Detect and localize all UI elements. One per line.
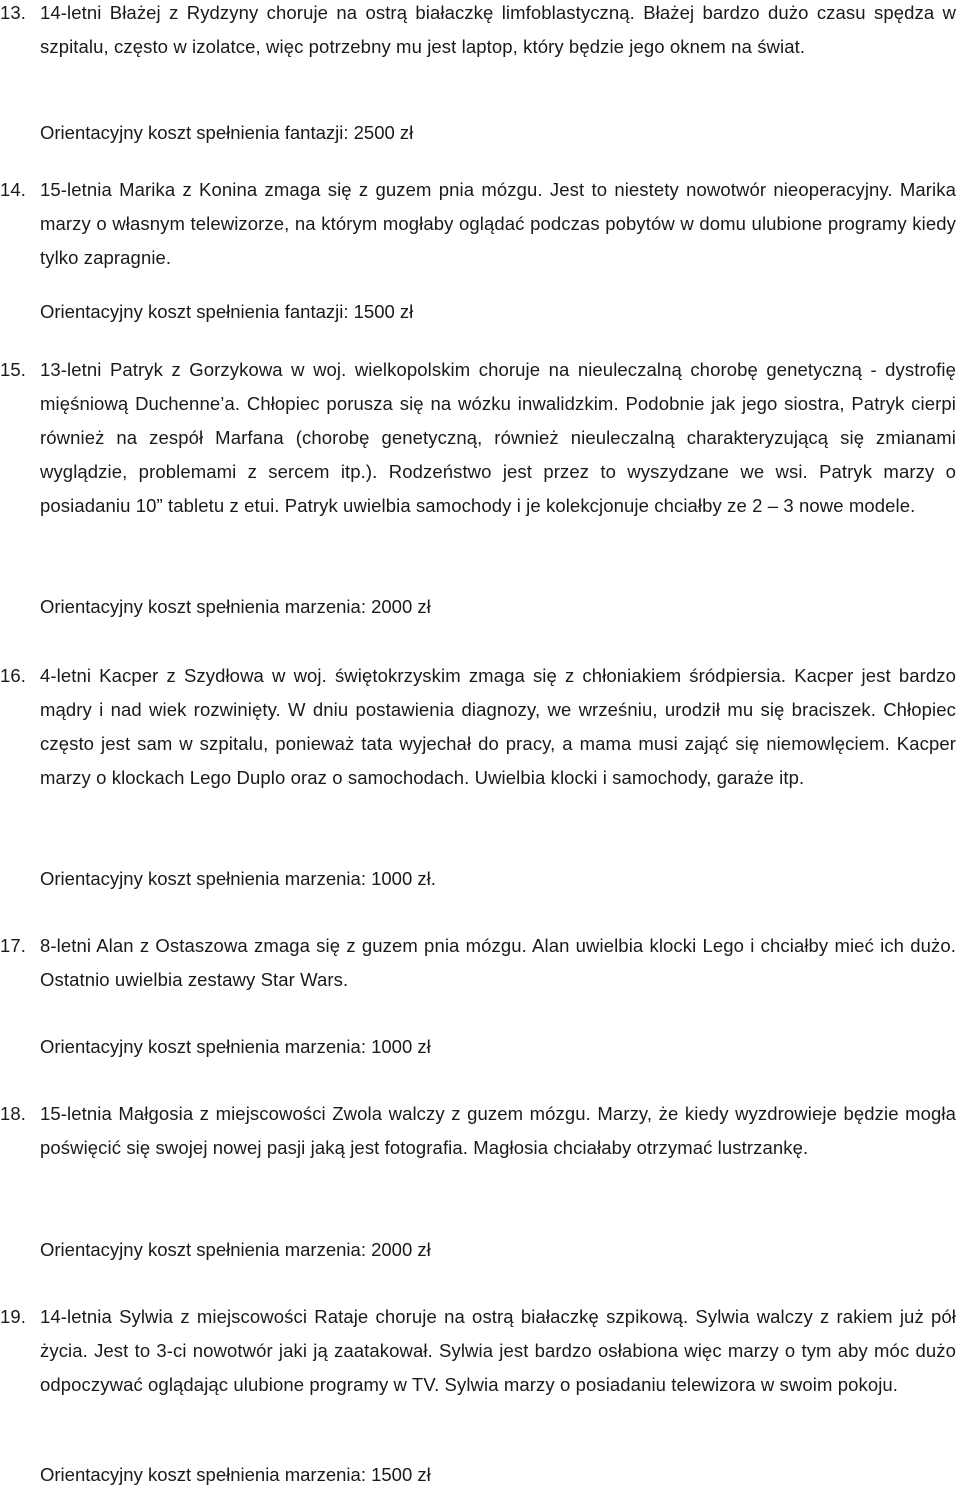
entry-19 bbox=[0, 1300, 960, 1485]
entry-text: 15-letnia Marika z Konina zmaga się z guzem pnia mózgu. Jest to niestety nowotwór nieoperacyjny. Marika marzy o własnym telewizorze, na którym mogłaby oglądać podczas pobytów w domu ulubione programy kiedy tylko zapragnie. bbox=[40, 179, 956, 268]
entry-14 bbox=[0, 173, 960, 322]
entry-description bbox=[0, 1097, 960, 1165]
entry-18 bbox=[0, 1097, 960, 1260]
entry-text: 13-letni Patryk z Gorzykowa w woj. wielkopolskim choruje na nieuleczalną chorobę genetyczną - dystrofię mięśniową Duchenne’a. Chłopiec porusza się na wózku inwalidzkim. Podobnie jak jego siostra, Patryk cierpi również na zespół Marfana (chorobę genetyczną, również nieuleczalną charakteryzującą się zmianami wyglądzie, problemami z sercem itp.). Rodzeństwo jest przez to wyszydzane we wsi. Patryk marzy o posiadaniu 10” tabletu z etui. Patryk uwielbia samochody i je kolekcjonuje chciałby ze 2 – 3 nowe modele. bbox=[40, 359, 956, 516]
entry-number: 13. bbox=[0, 2, 27, 23]
cost-line: Orientacyjny koszt spełnienia marzenia: 2000 zł bbox=[40, 1239, 431, 1260]
entry-text: 4-letni Kacper z Szydłowa w woj. świętokrzyskim zmaga się z chłoniakiem śródpiersia. Kacper jest bardzo mądry i nad wiek rozwinięty. W dniu postawienia diagnozy, we wrześniu, urodził mu się braciszek. Chłopiec często jest sam w szpitalu, ponieważ tata wyjechał do pracy, a mama musi zająć się niemowlęciem. Kacper marzy o klockach Lego Duplo oraz o samochodach. Uwielbia klocki i samochody, garaże itp. bbox=[40, 665, 956, 788]
cost-line: Orientacyjny koszt spełnienia marzenia: 1000 zł bbox=[40, 1036, 431, 1057]
entry-description bbox=[0, 659, 960, 795]
entry-16 bbox=[0, 659, 960, 889]
entry-description bbox=[0, 1300, 960, 1402]
entry-text: 14-letnia Sylwia z miejscowości Rataje choruje na ostrą białaczkę szpikową. Sylwia walczy z rakiem już pół życia. Jest to 3-ci nowotwór jaki ją zaatakował. Sylwia jest bardzo osłabiona więc marzy o tym aby móc dużo odpoczywać oglądając ulubione programy w TV. Sylwia marzy o posiadaniu telewizora w swoim pokoju. bbox=[40, 1306, 956, 1395]
entry-description bbox=[0, 929, 960, 997]
entry-description bbox=[0, 0, 960, 64]
cost-line: Orientacyjny koszt spełnienia marzenia: 1500 zł bbox=[40, 1464, 431, 1485]
entry-number: 16. bbox=[0, 665, 27, 686]
cost-line: Orientacyjny koszt spełnienia fantazji: 2500 zł bbox=[40, 122, 414, 143]
entry-13 bbox=[0, 0, 960, 143]
cost-line: Orientacyjny koszt spełnienia marzenia: 2000 zł bbox=[40, 596, 431, 617]
entry-description bbox=[0, 173, 960, 275]
entry-number: 17. bbox=[0, 935, 27, 956]
entry-number: 14. bbox=[0, 179, 27, 200]
entry-number: 19. bbox=[0, 1306, 27, 1327]
entry-15 bbox=[0, 353, 960, 617]
cost-line: Orientacyjny koszt spełnienia fantazji: 1500 zł bbox=[40, 301, 414, 322]
cost-line: Orientacyjny koszt spełnienia marzenia: 1000 zł. bbox=[40, 868, 436, 889]
entry-text: 15-letnia Małgosia z miejscowości Zwola walczy z guzem mózgu. Marzy, że kiedy wyzdrowieje będzie mogła poświęcić się swojej nowej pasji jaką jest fotografia. Magłosia chciałaby otrzymać lustrzankę. bbox=[40, 1103, 956, 1158]
entry-description bbox=[0, 353, 960, 523]
entry-text: 14-letni Błażej z Rydzyny choruje na ostrą białaczkę limfoblastyczną. Błażej bardzo dużo czasu spędza w szpitalu, często w izolatce, więc potrzebny mu jest laptop, który będzie jego oknem na świat. bbox=[40, 2, 956, 57]
entry-text: 8-letni Alan z Ostaszowa zmaga się z guzem pnia mózgu. Alan uwielbia klocki Lego i chciałby mieć ich dużo. Ostatnio uwielbia zestawy Star Wars. bbox=[40, 935, 956, 990]
entry-number: 15. bbox=[0, 359, 27, 380]
entry-17 bbox=[0, 929, 960, 1057]
entry-number: 18. bbox=[0, 1103, 27, 1124]
